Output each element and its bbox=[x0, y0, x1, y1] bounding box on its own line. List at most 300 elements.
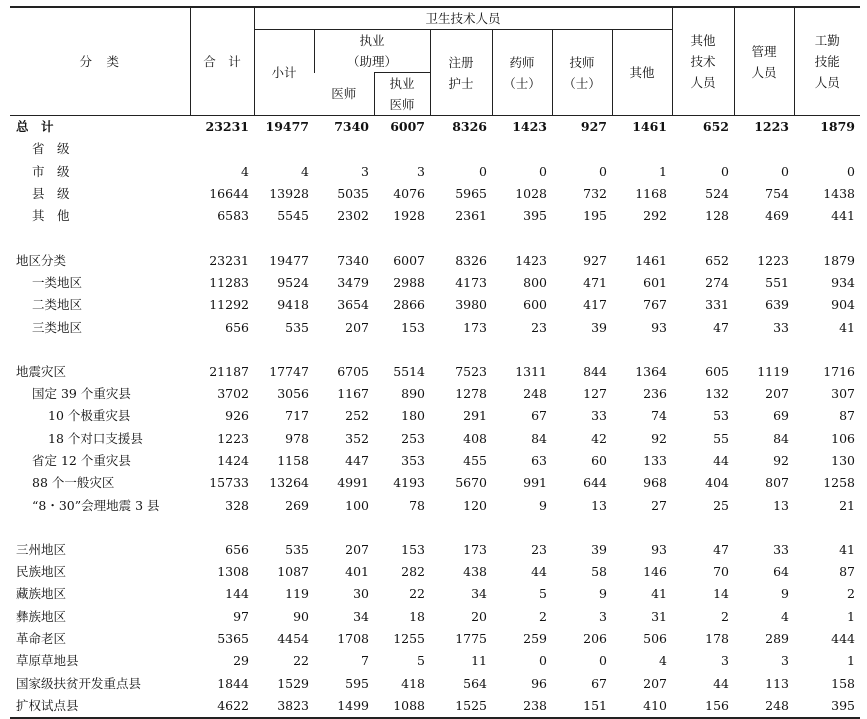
row-label: 总 计 bbox=[16, 119, 54, 135]
table-cell: 5035 bbox=[337, 186, 369, 202]
table-cell bbox=[374, 138, 430, 160]
header-other-tech: 其他 技术 人员 bbox=[672, 7, 734, 116]
table-cell: 23231 bbox=[205, 119, 249, 135]
table-cell: 1879 bbox=[823, 252, 855, 268]
table-cell: 438 bbox=[463, 564, 487, 580]
table-cell: 44 bbox=[713, 453, 729, 468]
table-cell bbox=[734, 138, 794, 160]
table-cell: 22 bbox=[409, 586, 425, 602]
table-cell: 11283 bbox=[209, 274, 249, 290]
table-cell: 130 bbox=[831, 453, 855, 468]
table-cell: 106 bbox=[831, 430, 855, 446]
table-row bbox=[10, 183, 860, 205]
row-label: 县 级 bbox=[32, 186, 70, 202]
table-row bbox=[10, 205, 860, 227]
table-cell: 13 bbox=[773, 497, 789, 513]
table-cell: 17747 bbox=[269, 363, 309, 379]
table-cell: 3056 bbox=[277, 386, 309, 402]
table-cell: 5365 bbox=[217, 631, 249, 647]
table-cell: 58 bbox=[591, 564, 607, 580]
table-cell: 195 bbox=[583, 208, 607, 224]
row-label: 其 他 bbox=[32, 208, 70, 224]
row-label: 18 个对口支援县 bbox=[48, 430, 143, 446]
table-row bbox=[10, 161, 860, 183]
table-cell: 34 bbox=[353, 608, 369, 624]
table-cell: 53 bbox=[713, 408, 729, 424]
table-cell: 132 bbox=[705, 386, 729, 402]
table-cell: 754 bbox=[765, 186, 789, 202]
table-cell: 3980 bbox=[455, 297, 487, 313]
table-cell: 70 bbox=[713, 564, 729, 580]
row-label: 88 个一般灾区 bbox=[32, 475, 115, 491]
table-cell: 1423 bbox=[515, 252, 547, 268]
table-cell: 1167 bbox=[337, 386, 369, 402]
table-cell: 3 bbox=[417, 163, 425, 179]
table-cell: 21 bbox=[839, 497, 855, 513]
table-cell: 652 bbox=[702, 119, 729, 135]
table-cell: 2866 bbox=[393, 297, 425, 313]
table-cell: 6007 bbox=[393, 252, 425, 268]
table-cell: 927 bbox=[583, 252, 607, 268]
table-row bbox=[10, 316, 860, 338]
header-practicing-physician: 执业 （助理） bbox=[314, 30, 430, 73]
table-cell bbox=[672, 138, 734, 160]
header-total: 合 计 bbox=[190, 7, 254, 116]
table-cell: 8326 bbox=[452, 119, 487, 135]
row-label: 国定 39 个重灾县 bbox=[32, 386, 131, 402]
table-cell: 5965 bbox=[455, 186, 487, 202]
table-cell: 1088 bbox=[374, 695, 430, 718]
table-cell: 1119 bbox=[757, 363, 789, 379]
table-cell: 1461 bbox=[632, 119, 667, 135]
table-row bbox=[10, 138, 860, 160]
table-cell: 471 bbox=[583, 274, 607, 290]
table-row bbox=[10, 450, 860, 472]
table-body bbox=[10, 116, 860, 719]
table-cell: 16644 bbox=[209, 186, 249, 202]
table-cell: 395 bbox=[523, 208, 547, 224]
table-cell: 2361 bbox=[455, 208, 487, 224]
table-cell bbox=[430, 138, 492, 160]
table-cell: 404 bbox=[705, 475, 729, 491]
table-cell bbox=[552, 138, 612, 160]
table-cell: 418 bbox=[401, 675, 425, 691]
table-cell: 39 bbox=[591, 541, 607, 557]
header-technician: 技师 （士） bbox=[552, 30, 612, 116]
table-cell: 469 bbox=[765, 208, 789, 224]
table-cell: 20 bbox=[471, 608, 487, 624]
table-cell: 1223 bbox=[754, 119, 789, 135]
row-label: 国家级扶贫开发重点县 bbox=[16, 675, 142, 691]
table-cell: 269 bbox=[285, 497, 309, 513]
table-cell: 4 bbox=[301, 163, 309, 179]
table-cell: 927 bbox=[580, 119, 607, 135]
table-cell: 158 bbox=[831, 675, 855, 691]
row-label: 草原草地县 bbox=[16, 653, 79, 669]
table-cell: 656 bbox=[225, 319, 249, 335]
table-cell: 173 bbox=[463, 541, 487, 557]
table-cell: 289 bbox=[765, 631, 789, 647]
table-cell: 9 bbox=[539, 497, 547, 513]
table-row bbox=[10, 472, 860, 494]
table-cell: 74 bbox=[651, 408, 667, 424]
table-cell: 417 bbox=[583, 297, 607, 313]
table-cell bbox=[190, 138, 254, 160]
table-cell: 968 bbox=[643, 475, 667, 491]
table-cell: 93 bbox=[651, 541, 667, 557]
table-cell: 0 bbox=[539, 653, 547, 669]
row-label: 三类地区 bbox=[32, 319, 83, 335]
blank-row bbox=[10, 227, 860, 249]
table-cell bbox=[612, 138, 672, 160]
table-cell: 207 bbox=[345, 319, 369, 335]
table-cell: 652 bbox=[705, 252, 729, 268]
table-cell: 639 bbox=[765, 297, 789, 313]
row-label: 二类地区 bbox=[32, 297, 83, 313]
row-label: “8・30”会理地震 3 县 bbox=[32, 497, 160, 513]
table-cell: 1258 bbox=[823, 475, 855, 491]
table-cell: 4 bbox=[659, 653, 667, 669]
table-cell: 238 bbox=[492, 695, 552, 718]
table-cell: 4 bbox=[781, 608, 789, 624]
table-cell: 3 bbox=[721, 653, 729, 669]
table-cell: 23231 bbox=[209, 252, 249, 268]
table-cell: 644 bbox=[583, 475, 607, 491]
table-cell: 6705 bbox=[337, 363, 369, 379]
table-cell: 259 bbox=[523, 631, 547, 647]
table-cell: 100 bbox=[345, 497, 369, 513]
header-physician-sub: 医师 bbox=[314, 73, 374, 116]
table-cell: 8326 bbox=[455, 252, 487, 268]
table-header bbox=[10, 7, 860, 116]
table-cell: 535 bbox=[285, 541, 309, 557]
table-cell: 444 bbox=[831, 631, 855, 647]
table-row bbox=[10, 606, 860, 628]
table-row bbox=[10, 494, 860, 516]
table-cell: 1223 bbox=[217, 430, 249, 446]
table-cell bbox=[254, 138, 314, 160]
row-label: 地震灾区 bbox=[16, 363, 67, 379]
blank-row bbox=[10, 339, 860, 361]
blank-cell bbox=[10, 227, 860, 249]
table-cell: 844 bbox=[583, 363, 607, 379]
table-cell: 291 bbox=[463, 408, 487, 424]
table-cell: 7523 bbox=[455, 363, 487, 379]
table-cell: 890 bbox=[401, 386, 425, 402]
table-cell: 67 bbox=[531, 408, 547, 424]
table-cell: 4991 bbox=[337, 475, 369, 491]
table-cell: 328 bbox=[225, 497, 249, 513]
header-health-tech: 卫生技术人员 bbox=[254, 7, 672, 30]
statistics-table-sheet bbox=[10, 6, 860, 719]
table-cell: 9524 bbox=[277, 274, 309, 290]
table-cell: 78 bbox=[409, 497, 425, 513]
table-cell: 0 bbox=[847, 163, 855, 179]
table-cell: 506 bbox=[643, 631, 667, 647]
table-cell: 1423 bbox=[512, 119, 547, 135]
table-cell: 1311 bbox=[515, 363, 547, 379]
table-row bbox=[10, 583, 860, 605]
table-cell: 926 bbox=[225, 408, 249, 424]
row-label: 省 级 bbox=[32, 141, 70, 157]
row-label: 彝族地区 bbox=[16, 608, 67, 624]
table-cell: 44 bbox=[531, 564, 547, 580]
table-row bbox=[10, 272, 860, 294]
table-cell: 41 bbox=[651, 586, 667, 602]
table-cell: 904 bbox=[831, 297, 855, 313]
table-cell: 4622 bbox=[190, 695, 254, 718]
table-cell: 29 bbox=[233, 653, 249, 669]
table-cell: 331 bbox=[705, 297, 729, 313]
table-cell: 1775 bbox=[455, 631, 487, 647]
table-cell: 23 bbox=[531, 319, 547, 335]
table-cell: 1 bbox=[659, 163, 667, 179]
table-cell: 1 bbox=[847, 653, 855, 669]
table-cell: 656 bbox=[225, 541, 249, 557]
table-cell: 1716 bbox=[823, 363, 855, 379]
header-subtotal: 小计 bbox=[254, 30, 314, 116]
table-cell: 5545 bbox=[277, 208, 309, 224]
row-label: 扩权试点县 bbox=[10, 695, 190, 718]
table-row bbox=[10, 673, 860, 695]
table-cell: 1708 bbox=[337, 631, 369, 647]
table-cell: 1158 bbox=[277, 453, 309, 468]
table-cell: 732 bbox=[583, 186, 607, 202]
table-row bbox=[10, 294, 860, 316]
table-cell: 180 bbox=[401, 408, 425, 424]
table-row bbox=[10, 383, 860, 405]
table-cell: 292 bbox=[643, 208, 667, 224]
table-cell: 447 bbox=[345, 453, 369, 468]
table-cell: 274 bbox=[705, 274, 729, 290]
table-cell: 144 bbox=[225, 586, 249, 602]
table-cell: 410 bbox=[612, 695, 672, 718]
table-cell: 551 bbox=[765, 274, 789, 290]
header-category: 分 类 bbox=[10, 7, 190, 116]
table-cell: 19477 bbox=[265, 119, 309, 135]
table-cell: 408 bbox=[463, 430, 487, 446]
table-cell: 15733 bbox=[209, 475, 249, 491]
table-cell: 564 bbox=[463, 675, 487, 691]
table-cell: 41 bbox=[839, 541, 855, 557]
table-cell: 441 bbox=[831, 208, 855, 224]
table-cell: 1 bbox=[847, 608, 855, 624]
row-label: 藏族地区 bbox=[16, 586, 67, 602]
table-cell: 9418 bbox=[277, 297, 309, 313]
table-row bbox=[10, 650, 860, 672]
table-cell: 67 bbox=[591, 675, 607, 691]
table-cell: 153 bbox=[401, 541, 425, 557]
table-cell: 11292 bbox=[209, 297, 249, 313]
table-cell: 63 bbox=[531, 453, 547, 468]
table-cell: 23 bbox=[531, 541, 547, 557]
table-cell: 60 bbox=[591, 453, 607, 468]
table-cell: 207 bbox=[765, 386, 789, 402]
table-cell: 90 bbox=[293, 608, 309, 624]
table-cell: 64 bbox=[773, 564, 789, 580]
table-cell: 1879 bbox=[820, 119, 855, 135]
row-label: 民族地区 bbox=[16, 564, 67, 580]
table-cell: 13 bbox=[591, 497, 607, 513]
table-cell: 252 bbox=[345, 408, 369, 424]
table-cell: 717 bbox=[285, 408, 309, 424]
table-cell: 7340 bbox=[337, 252, 369, 268]
table-cell: 6583 bbox=[217, 208, 249, 224]
table-cell: 207 bbox=[345, 541, 369, 557]
table-cell: 535 bbox=[285, 319, 309, 335]
table-cell: 248 bbox=[734, 695, 794, 718]
table-cell: 800 bbox=[523, 274, 547, 290]
table-cell: 0 bbox=[479, 163, 487, 179]
table-cell: 2 bbox=[847, 586, 855, 602]
table-row bbox=[10, 249, 860, 271]
table-cell: 13264 bbox=[269, 475, 309, 491]
table-cell: 3823 bbox=[254, 695, 314, 718]
table-cell: 178 bbox=[705, 631, 729, 647]
table-row bbox=[10, 405, 860, 427]
row-label: 一类地区 bbox=[32, 274, 83, 290]
table-cell: 19477 bbox=[269, 252, 309, 268]
table-cell: 1168 bbox=[635, 186, 667, 202]
table-cell: 9 bbox=[781, 586, 789, 602]
table-row bbox=[10, 561, 860, 583]
table-cell: 1499 bbox=[314, 695, 374, 718]
table-cell: 991 bbox=[523, 475, 547, 491]
table-cell: 39 bbox=[591, 319, 607, 335]
header-skilled-workers: 工勤 技能 人员 bbox=[794, 7, 860, 116]
row-label: 10 个极重灾县 bbox=[48, 408, 131, 424]
table-cell: 92 bbox=[651, 430, 667, 446]
table-cell: 84 bbox=[773, 430, 789, 446]
table-cell: 33 bbox=[773, 319, 789, 335]
table-cell: 3 bbox=[361, 163, 369, 179]
table-cell bbox=[314, 138, 374, 160]
table-cell: 236 bbox=[643, 386, 667, 402]
table-cell: 1525 bbox=[430, 695, 492, 718]
table-cell: 97 bbox=[233, 608, 249, 624]
table-cell: 206 bbox=[583, 631, 607, 647]
table-cell: 1461 bbox=[635, 252, 667, 268]
table-cell: 92 bbox=[773, 453, 789, 468]
table-row bbox=[10, 628, 860, 650]
table-cell: 767 bbox=[643, 297, 667, 313]
table-cell: 1928 bbox=[393, 208, 425, 224]
table-cell: 9 bbox=[599, 586, 607, 602]
blank-row bbox=[10, 517, 860, 539]
blank-cell bbox=[10, 339, 860, 361]
row-label: 地区分类 bbox=[16, 252, 67, 268]
table-cell: 1223 bbox=[757, 252, 789, 268]
table-cell bbox=[794, 138, 860, 160]
table-cell: 1087 bbox=[277, 564, 309, 580]
table-cell: 173 bbox=[463, 319, 487, 335]
table-cell: 5514 bbox=[393, 363, 425, 379]
table-cell: 13928 bbox=[269, 186, 309, 202]
table-cell: 353 bbox=[401, 453, 425, 468]
table-cell: 47 bbox=[713, 541, 729, 557]
header-management: 管理 人员 bbox=[734, 7, 794, 116]
health-personnel-table bbox=[10, 6, 860, 719]
table-cell: 34 bbox=[471, 586, 487, 602]
table-cell: 14 bbox=[713, 586, 729, 602]
table-row bbox=[10, 361, 860, 383]
table-cell: 3702 bbox=[217, 386, 249, 402]
table-cell: 401 bbox=[345, 564, 369, 580]
table-cell: 3479 bbox=[337, 274, 369, 290]
table-cell: 30 bbox=[353, 586, 369, 602]
table-cell: 4454 bbox=[277, 631, 309, 647]
table-cell: 151 bbox=[552, 695, 612, 718]
table-cell: 21187 bbox=[209, 363, 249, 379]
table-cell: 31 bbox=[651, 608, 667, 624]
table-cell: 0 bbox=[781, 163, 789, 179]
table-cell: 0 bbox=[721, 163, 729, 179]
table-row bbox=[10, 539, 860, 561]
table-cell: 7340 bbox=[334, 119, 369, 135]
table-cell: 7 bbox=[361, 653, 369, 669]
header-other: 其他 bbox=[612, 30, 672, 116]
table-cell: 4076 bbox=[393, 186, 425, 202]
table-cell: 33 bbox=[773, 541, 789, 557]
table-cell: 282 bbox=[401, 564, 425, 580]
table-cell: 601 bbox=[643, 274, 667, 290]
table-cell: 934 bbox=[831, 274, 855, 290]
table-cell: 156 bbox=[672, 695, 734, 718]
table-cell: 93 bbox=[651, 319, 667, 335]
table-cell: 69 bbox=[773, 408, 789, 424]
table-cell: 133 bbox=[643, 453, 667, 468]
table-cell: 1364 bbox=[635, 363, 667, 379]
table-cell: 1424 bbox=[217, 453, 249, 468]
table-cell: 120 bbox=[463, 497, 487, 513]
table-cell: 4193 bbox=[393, 475, 425, 491]
table-cell: 253 bbox=[401, 430, 425, 446]
table-cell: 87 bbox=[839, 408, 855, 424]
table-cell: 5 bbox=[539, 586, 547, 602]
table-cell: 11 bbox=[471, 653, 487, 669]
table-cell: 2 bbox=[721, 608, 729, 624]
table-cell: 27 bbox=[651, 497, 667, 513]
table-cell: 1308 bbox=[217, 564, 249, 580]
table-row bbox=[10, 428, 860, 450]
row-label: 革命老区 bbox=[16, 631, 67, 647]
table-row bbox=[10, 695, 860, 718]
table-cell: 22 bbox=[293, 653, 309, 669]
table-cell: 524 bbox=[705, 186, 729, 202]
table-cell: 1844 bbox=[217, 675, 249, 691]
header-nurse: 注册 护士 bbox=[430, 30, 492, 116]
table-cell: 113 bbox=[765, 675, 789, 691]
table-cell: 3 bbox=[781, 653, 789, 669]
table-cell: 119 bbox=[285, 586, 309, 602]
table-cell: 207 bbox=[643, 675, 667, 691]
row-label: 三州地区 bbox=[16, 541, 67, 557]
table-cell: 4 bbox=[241, 163, 249, 179]
table-cell: 44 bbox=[713, 675, 729, 691]
table-cell: 978 bbox=[285, 430, 309, 446]
table-cell: 127 bbox=[583, 386, 607, 402]
table-cell: 600 bbox=[523, 297, 547, 313]
table-cell: 1438 bbox=[823, 186, 855, 202]
table-cell: 42 bbox=[591, 430, 607, 446]
table-cell: 41 bbox=[839, 319, 855, 335]
table-cell: 455 bbox=[463, 453, 487, 468]
table-cell: 87 bbox=[839, 564, 855, 580]
header-pharmacist: 药师 （士） bbox=[492, 30, 552, 116]
table-cell: 18 bbox=[409, 608, 425, 624]
table-cell bbox=[492, 138, 552, 160]
table-cell: 55 bbox=[713, 430, 729, 446]
